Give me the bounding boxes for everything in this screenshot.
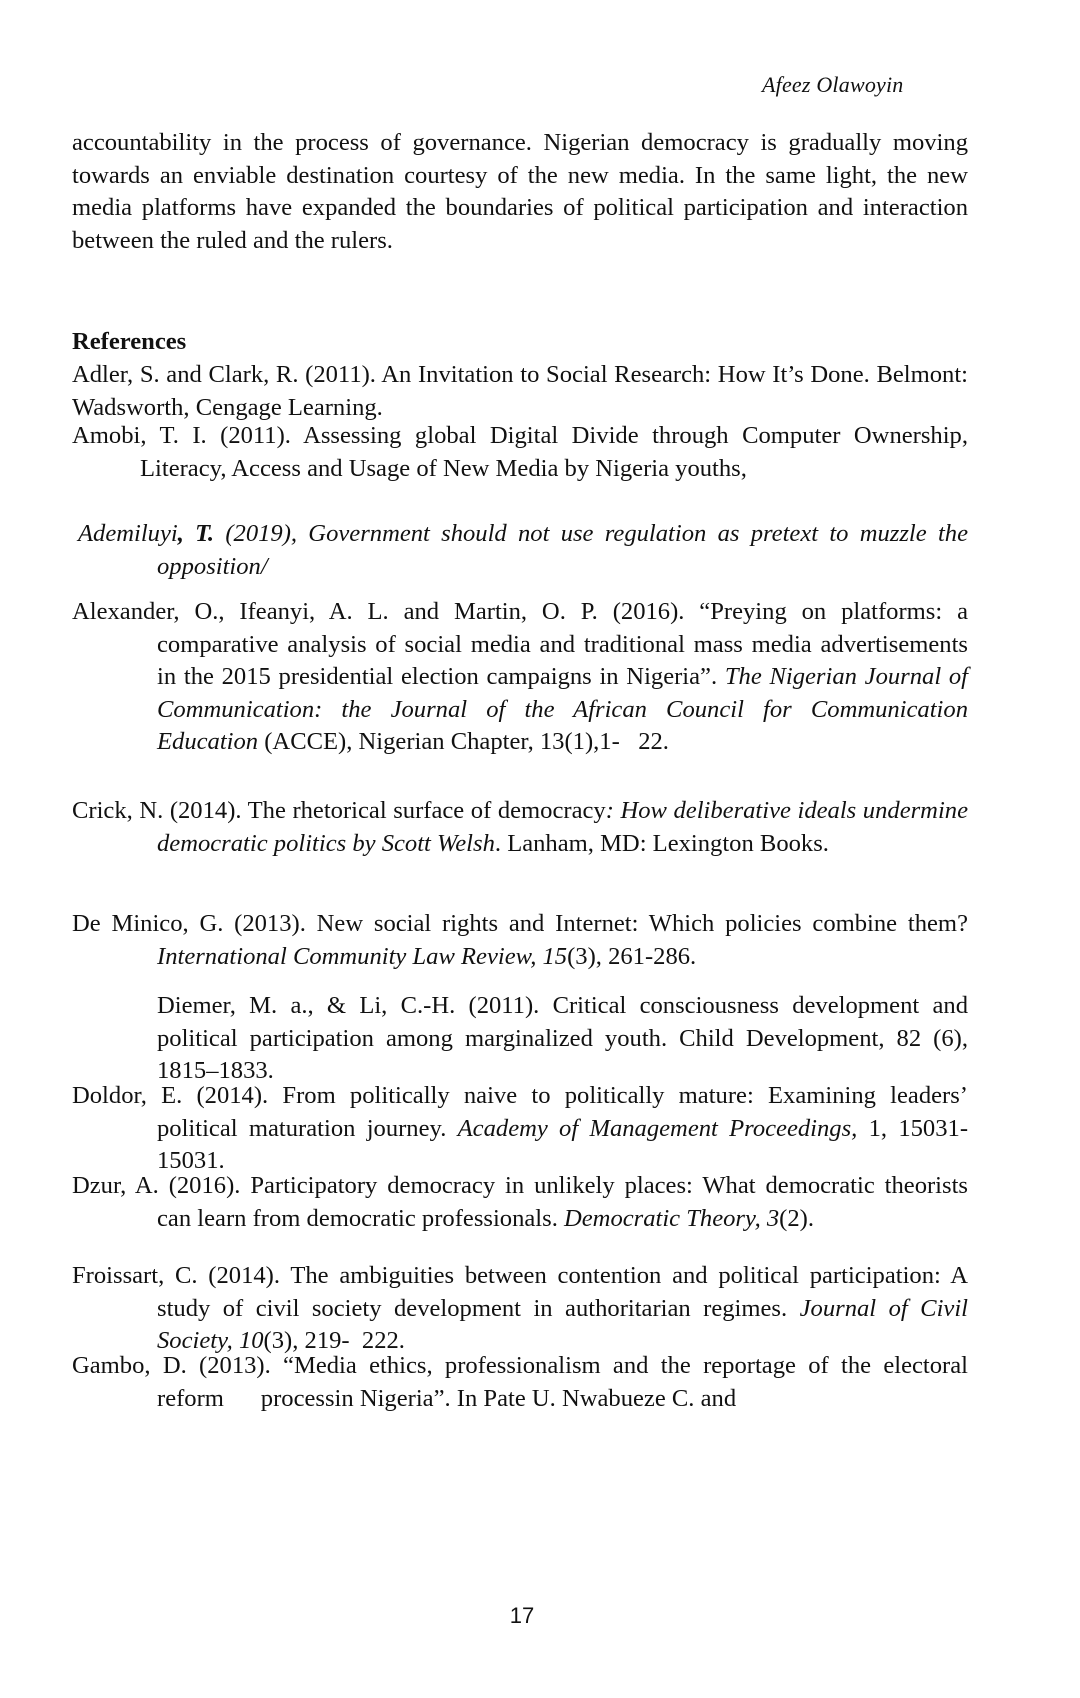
reference-text: Adler, S. and Clark, R. (2011). An Invitation to Social Research: How It’s Done. Belmont: Wadsworth, Cengage Learning. [72,361,974,421]
body-paragraph: accountability in the process of governance. Nigerian democracy is gradually moving towards an enviable destination courtesy of the new media. In the same light, the new media platforms have expanded the boundaries of political participation and interaction between the ruled and the rulers. [72,129,968,254]
reference-text: Amobi, T. I. (2011). Assessing global Digital Divide through Computer Ownership, Literacy, Access and Usage of New Media by Nigeria youths, [72,422,975,482]
reference-text: 1, 15031-15031. [157,1114,969,1175]
reference-text: Doldor, E. (2014). From politically naive to politically mature: Examining leaders’ political maturation journey. [72,1082,975,1142]
reference-author: Ademiluyi [78,520,178,547]
reference-text: Gambo, D. (2013). “Media ethics, professionalism and the reportage of the electoral reform processin Nigeria”. In Pate U. Nwabueze C. and [72,1352,975,1412]
running-head-author: Afeez Olawoyin [762,72,904,97]
reference-text: Diemer, M. a., & Li, C.-H. (2011). Critical consciousness development and political participation among marginalized youth. Child Development, 82 (6), 1815–1833. [157,992,975,1085]
reference-entry [72,596,975,759]
reference-text: Alexander, O., Ifeanyi, A. L. and Martin, O. P. (2016). “Preying on platforms: a comparative analysis of social media and traditional mass media advertisements in the 2015 presidential election campaigns in Nigeria”. [72,598,975,691]
reference-entry [72,908,975,973]
references-heading: References [72,328,187,355]
reference-entry [72,1260,975,1358]
reference-journal: International Community Law Review, 15 [157,942,568,970]
reference-text: Dzur, A. (2016). Participatory democracy in unlikely places: What democratic theorists can learn from democratic professionals. [72,1172,975,1232]
reference-text: Froissart, C. (2014). The ambiguities between contention and political participation: A study of civil society development in authoritarian regimes. [72,1262,975,1322]
reference-title: : How deliberative ideals undermine democratic politics by Scott Welsh [157,797,968,857]
reference-text: (ACCE), Nigerian Chapter, 13(1),1- 22. [258,728,669,756]
reference-text: De Minico, G. (2013). New social rights and Internet: Which policies combine them? [72,910,975,937]
page-number: 17 [509,1603,535,1628]
reference-entry [72,1170,975,1235]
reference-entry [72,359,974,424]
reference-entry [78,518,968,583]
reference-title: (2019), Government should not use regulation as pretext to muzzle the opposition/ [157,520,968,580]
reference-entry [72,795,968,860]
reference-entry [72,420,975,485]
reference-text: (3), 261-286. [567,942,697,970]
reference-entry [157,990,975,1088]
reference-text: (3), 219- 222. [263,1327,405,1355]
reference-journal: Democratic Theory, 3 [564,1204,780,1232]
reference-journal: Journal of Civil Society, 10 [157,1294,968,1355]
reference-text: . Lanham, MD: Lexington Books. [494,829,829,857]
reference-text: Crick, N. (2014). The rhetorical surface of democracy [72,797,606,824]
reference-journal: Academy of Management Proceedings, [457,1114,858,1142]
reference-journal: The Nigerian Journal of Communication: the Journal of the African Council for Communication Education [157,663,969,756]
reference-text: (2). [779,1204,814,1232]
reference-entry [72,1350,975,1415]
reference-entry [72,1080,975,1178]
reference-author-initial: , T. [177,520,215,547]
